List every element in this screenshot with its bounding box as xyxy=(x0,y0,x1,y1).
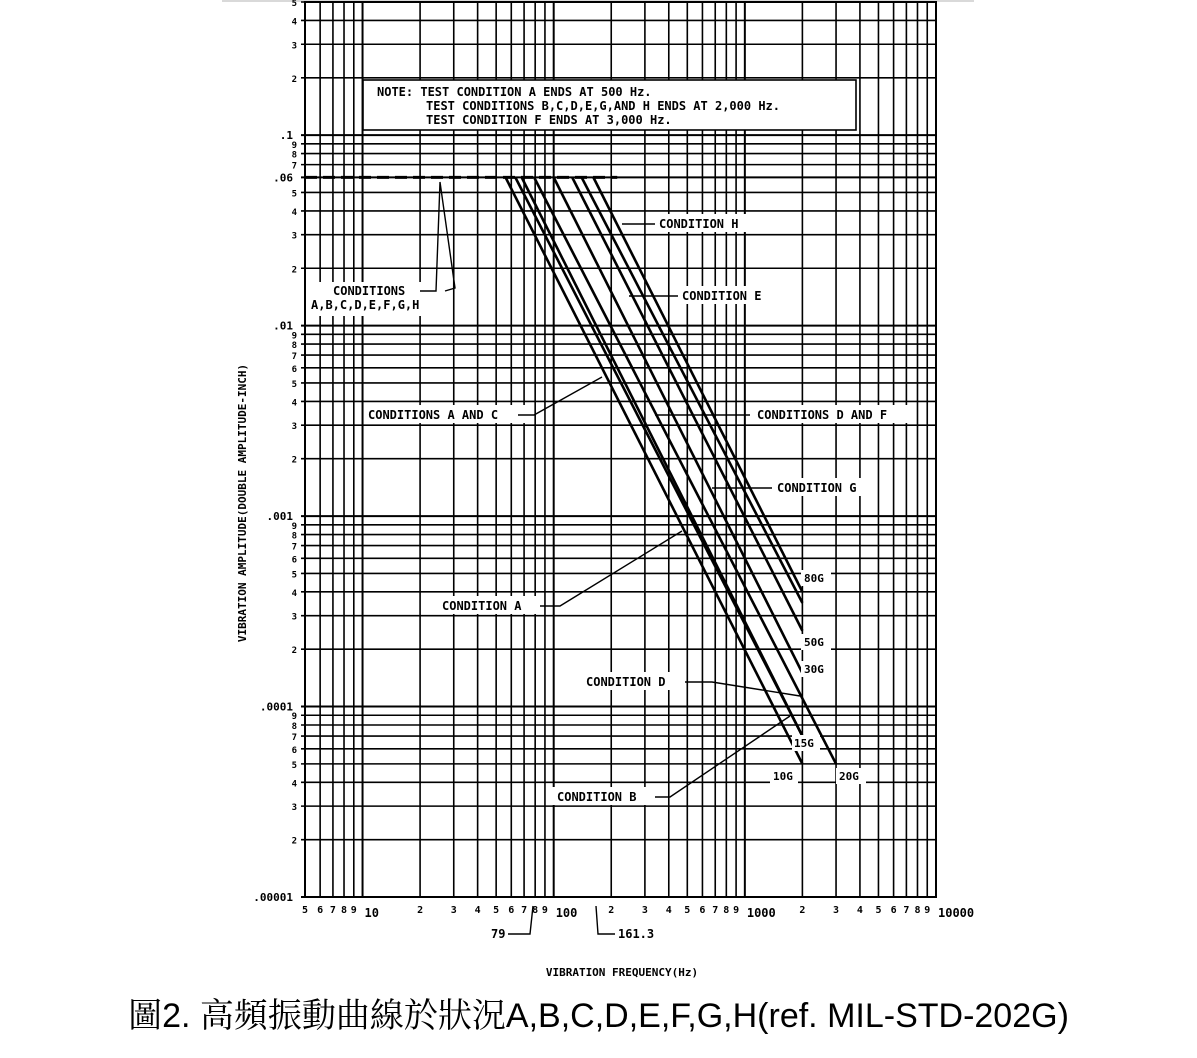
x-tick-label: 9 xyxy=(924,905,931,916)
x-tick-label: 2 xyxy=(608,905,615,916)
level-10g: 10G xyxy=(773,770,793,783)
x-tick-label: 6 xyxy=(317,905,324,916)
y-tick-label: 8 xyxy=(291,150,297,161)
y-tick-label: 5 xyxy=(291,0,297,9)
x-tick-label: 8 xyxy=(341,905,348,916)
y-tick-label: 8 xyxy=(291,341,297,352)
label-condition-e: CONDITION E xyxy=(682,289,762,303)
y-tick-label: 4 xyxy=(291,588,297,599)
x-tick-label: 9 xyxy=(350,905,357,916)
y-tick-label: .1 xyxy=(279,129,293,143)
curve-condition-d xyxy=(534,177,836,763)
y-axis-title: VIBRATION AMPLITUDE(DOUBLE AMPLITUDE-INCH) xyxy=(236,363,249,643)
label-condition-b: CONDITION B xyxy=(557,790,637,804)
x-tick-label: 3 xyxy=(450,905,457,916)
y-tick-label: 7 xyxy=(291,161,297,172)
y-tick-label: 5 xyxy=(291,760,297,771)
x-tick-label: 3 xyxy=(833,905,840,916)
y-tick-label: 7 xyxy=(291,352,297,363)
x-tick-label: 7 xyxy=(329,905,336,916)
y-tick-label: .0001 xyxy=(259,700,293,714)
note-line-1: NOTE: TEST CONDITION A ENDS AT 500 Hz. xyxy=(377,85,652,99)
label-condition-d: CONDITION D xyxy=(586,675,666,689)
y-tick-label: 3 xyxy=(291,422,297,433)
y-tick-label: 3 xyxy=(291,41,297,52)
level-20g: 20G xyxy=(839,770,859,783)
y-tick-label: 6 xyxy=(291,364,297,375)
x-tick-label: 9 xyxy=(733,905,740,916)
plot-frame xyxy=(305,2,936,897)
y-tick-label: 2 xyxy=(291,74,297,85)
y-tick-label: 5 xyxy=(291,379,297,390)
x-tick-label: 7 xyxy=(903,905,910,916)
level-80g: 80G xyxy=(804,572,824,585)
chart-grid xyxy=(301,2,936,897)
note-line-3: TEST CONDITION F ENDS AT 3,000 Hz. xyxy=(426,113,672,127)
y-tick-label: 8 xyxy=(291,721,297,732)
x-tick-label: 6 xyxy=(699,905,706,916)
y-tick-label: 5 xyxy=(291,570,297,581)
y-tick-label: 8 xyxy=(291,531,297,542)
x-tick-label: 10000 xyxy=(938,906,975,920)
x-tick-label: 5 xyxy=(301,905,309,916)
y-tick-label: 3 xyxy=(291,612,297,623)
y-tick-label: 3 xyxy=(291,803,297,814)
level-50g: 50G xyxy=(804,636,824,649)
y-tick-label: .001 xyxy=(266,510,293,524)
x-axis-title: VIBRATION FREQUENCY(Hz) xyxy=(545,966,699,979)
x-tick-label: 6 xyxy=(890,905,897,916)
y-tick-label: 7 xyxy=(291,542,297,553)
x-tick-label: 8 xyxy=(532,905,539,916)
x-tick-label: 2 xyxy=(799,905,806,916)
label-conditions-all-2: A,B,C,D,E,F,G,H xyxy=(311,298,420,312)
x-tick-label: 5 xyxy=(684,905,691,916)
x-tick-label: 4 xyxy=(474,905,481,916)
y-tick-label: 2 xyxy=(291,836,297,847)
x-tick-label: 5 xyxy=(875,905,882,916)
x-tick-label: 9 xyxy=(541,905,548,916)
y-tick-label: 4 xyxy=(291,17,297,28)
y-tick-label: 6 xyxy=(291,555,297,566)
y-tick-label: 4 xyxy=(291,398,297,409)
y-tick-label: 9 xyxy=(291,331,297,342)
y-tick-label: 9 xyxy=(291,521,297,532)
marker-161: 161.3 xyxy=(618,927,655,941)
y-tick-label: 5 xyxy=(291,189,297,200)
y-tick-label: 7 xyxy=(291,733,297,744)
callout-leader xyxy=(420,182,455,291)
curve-condition-e xyxy=(582,177,803,603)
x-tick-label: 2 xyxy=(417,905,424,916)
x-tick-label: 1000 xyxy=(746,906,776,920)
x-tick-label: 4 xyxy=(665,905,672,916)
x-tick-label: 5 xyxy=(493,905,500,916)
marker-79: 79 xyxy=(491,927,506,941)
label-conditions-all-1: CONDITIONS xyxy=(333,284,406,298)
curve-conditions-a-and-c xyxy=(522,177,803,736)
figure-caption: 圖2. 高頻振動曲線於狀況A,B,C,D,E,F,G,H(ref. MIL-STD-202G) xyxy=(128,997,1069,1035)
y-tick-label: .00001 xyxy=(253,891,293,904)
x-tick-label: 7 xyxy=(521,905,528,916)
y-tick-label: 2 xyxy=(291,455,297,466)
x-tick-label: 7 xyxy=(712,905,719,916)
y-tick-label: 3 xyxy=(291,231,297,242)
label-conditions-d-and-f: CONDITIONS D AND F xyxy=(757,408,888,422)
label-condition-a: CONDITION A xyxy=(442,599,522,613)
y-tick-label: 4 xyxy=(291,779,297,790)
label-condition-h: CONDITION H xyxy=(659,217,739,231)
y-tick-label: 6 xyxy=(291,745,297,756)
level-15g: 15G xyxy=(794,737,814,750)
note-line-2: TEST CONDITIONS B,C,D,E,G,AND H ENDS AT 2,000 Hz. xyxy=(426,99,781,113)
level-30g: 30G xyxy=(804,663,824,676)
x-tick-label: 10 xyxy=(364,906,379,920)
x-tick-label: 3 xyxy=(641,905,648,916)
x-tick-label: 8 xyxy=(914,905,921,916)
y-tick-label: 2 xyxy=(291,646,297,657)
y-tick-label: 4 xyxy=(291,207,297,218)
callout-leader xyxy=(655,716,790,797)
label-condition-g: CONDITION G xyxy=(777,481,857,495)
y-tick-label: 9 xyxy=(291,712,297,723)
y-tick-label: .01 xyxy=(273,319,293,333)
x-tick-label: 8 xyxy=(723,905,730,916)
y-tick-label: .06 xyxy=(273,171,293,185)
x-tick-label: 6 xyxy=(508,905,515,916)
y-tick-label: 2 xyxy=(291,265,297,276)
label-conditions-a-and-c: CONDITIONS A AND C xyxy=(368,408,499,422)
chart-curves xyxy=(305,177,836,763)
y-tick-label: 9 xyxy=(291,140,297,151)
x-tick-label: 4 xyxy=(856,905,863,916)
x-tick-label: 100 xyxy=(555,906,578,920)
